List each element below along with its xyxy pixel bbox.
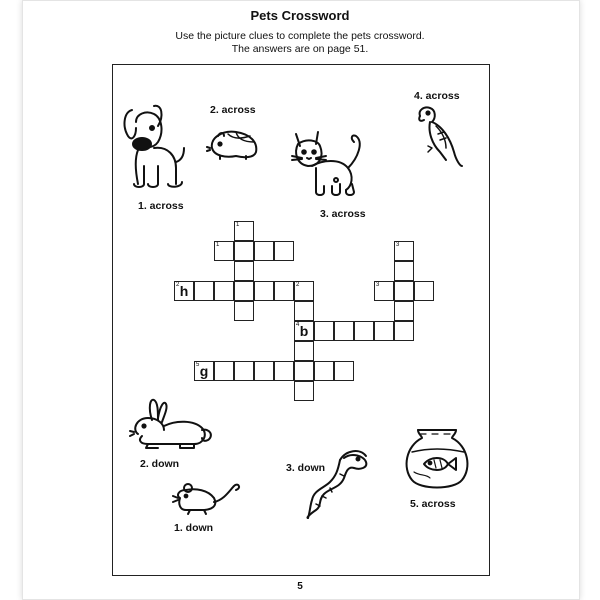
grid-cell[interactable]: [374, 321, 394, 341]
given-letter-g: g: [199, 363, 209, 379]
grid-cell[interactable]: [274, 241, 294, 261]
grid-cell[interactable]: 2 h: [174, 281, 194, 301]
clue-mouse-label: 1. down: [174, 522, 214, 534]
grid-cell[interactable]: [274, 281, 294, 301]
hamster-illustration: [206, 126, 262, 162]
grid-cell[interactable]: [334, 361, 354, 381]
clue-rabbit-label: 2. down: [140, 458, 180, 470]
grid-cell[interactable]: [294, 301, 314, 321]
grid-cell[interactable]: [214, 361, 234, 381]
grid-cell[interactable]: [354, 321, 374, 341]
grid-cell[interactable]: [194, 281, 214, 301]
snake-illustration: [300, 448, 372, 520]
rabbit-illustration: [128, 396, 214, 452]
grid-cell[interactable]: [334, 321, 354, 341]
fishbowl-illustration: [400, 424, 474, 494]
grid-cell[interactable]: [394, 261, 414, 281]
grid-cell[interactable]: 4 b: [294, 321, 314, 341]
grid-cell[interactable]: [294, 381, 314, 401]
mouse-illustration: [172, 480, 242, 516]
grid-cell[interactable]: [294, 341, 314, 361]
grid-cell[interactable]: [394, 321, 414, 341]
grid-cell[interactable]: 1: [214, 241, 234, 261]
grid-cell[interactable]: [234, 261, 254, 281]
grid-cell[interactable]: 1: [234, 221, 254, 241]
grid-cell[interactable]: [254, 361, 274, 381]
instruction-line-2: The answers are on page 51.: [231, 43, 369, 55]
grid-cell[interactable]: 3: [394, 241, 414, 261]
grid-cell[interactable]: [394, 281, 414, 301]
given-letter-b: b: [299, 323, 309, 339]
grid-cell[interactable]: [214, 281, 234, 301]
page-number: 5: [297, 581, 303, 592]
grid-cell[interactable]: [234, 241, 254, 261]
grid-cell[interactable]: [314, 361, 334, 381]
cat-illustration: [288, 128, 372, 200]
clue-hamster-label: 2. across: [210, 104, 256, 116]
clue-fish-label: 5. across: [410, 498, 456, 510]
grid-cell[interactable]: [294, 361, 314, 381]
grid-cell[interactable]: [254, 281, 274, 301]
grid-cell[interactable]: 3: [374, 281, 394, 301]
grid-cell[interactable]: [394, 301, 414, 321]
grid-cell[interactable]: [234, 301, 254, 321]
page-title: Pets Crossword: [250, 8, 350, 23]
grid-cell[interactable]: [254, 241, 274, 261]
clue-parrot-label: 4. across: [414, 90, 460, 102]
clue-cat-label: 3. across: [320, 208, 366, 220]
grid-cell[interactable]: 5 g: [194, 361, 214, 381]
grid-cell[interactable]: [314, 321, 334, 341]
instruction-line-1: Use the picture clues to complete the pets crossword.: [175, 30, 425, 42]
parrot-illustration: [416, 104, 464, 168]
given-letter-h: h: [179, 283, 189, 299]
grid-cell[interactable]: [274, 361, 294, 381]
clue-dog-label: 1. across: [138, 200, 184, 212]
grid-cell[interactable]: [234, 281, 254, 301]
grid-cell[interactable]: [234, 361, 254, 381]
grid-cell[interactable]: 2: [294, 281, 314, 301]
clue-snake-label: 3. down: [286, 462, 326, 474]
grid-cell[interactable]: [414, 281, 434, 301]
dog-illustration: [118, 102, 190, 194]
